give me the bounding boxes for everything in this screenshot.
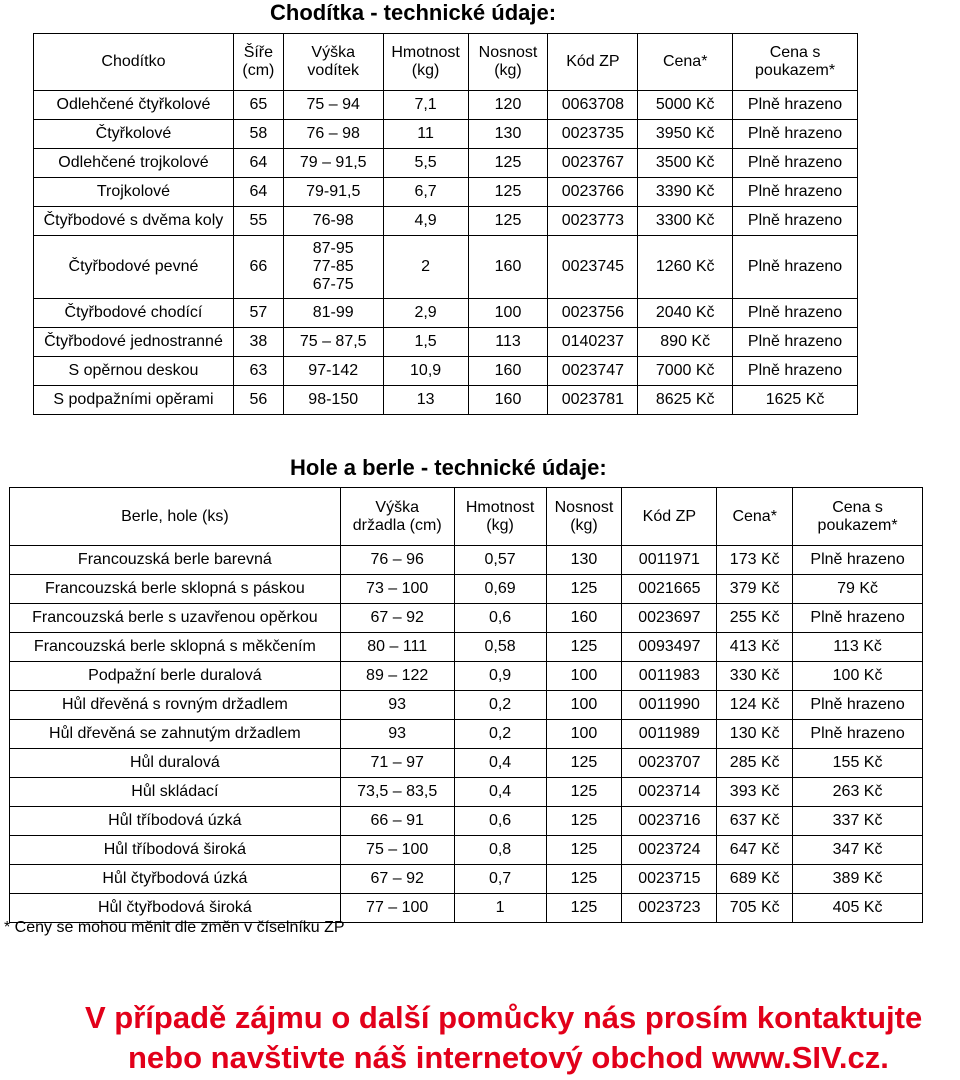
walkers-cell: 7000 Kč <box>638 357 733 386</box>
crutches-body <box>10 546 923 923</box>
walkers-cell: Čtyřbodové s dvěma koly <box>34 207 234 236</box>
crutches-cell: 0023715 <box>622 865 717 894</box>
crutches-cell: 0,6 <box>454 807 546 836</box>
crutches-cell: 125 <box>546 836 622 865</box>
walkers-cell: 76-98 <box>283 207 383 236</box>
walkers-cell: Plně hrazeno <box>733 236 858 299</box>
walkers-cell: 160 <box>468 236 548 299</box>
crutches-header-row <box>10 488 923 546</box>
walkers-cell: Plně hrazeno <box>733 120 858 149</box>
crutches-cell: 0023724 <box>622 836 717 865</box>
crutches-cell: 80 – 111 <box>340 633 454 662</box>
walkers-cell: 113 <box>468 328 548 357</box>
crutches-cell: 0,2 <box>454 691 546 720</box>
crutches-cell: 689 Kč <box>717 865 793 894</box>
table-row <box>10 575 923 604</box>
table-row <box>10 633 923 662</box>
crutches-cell: 263 Kč <box>793 778 923 807</box>
walkers-cell: Plně hrazeno <box>733 178 858 207</box>
crutches-header-cell: Cena s poukazem* <box>793 488 923 546</box>
walkers-cell: S podpažními opěrami <box>34 386 234 415</box>
walkers-cell: 1260 Kč <box>638 236 733 299</box>
walkers-cell: 130 <box>468 120 548 149</box>
walkers-cell: 0023766 <box>548 178 638 207</box>
crutches-cell: 125 <box>546 807 622 836</box>
crutches-cell: 125 <box>546 633 622 662</box>
walkers-cell: Plně hrazeno <box>733 328 858 357</box>
crutches-cell: 0023714 <box>622 778 717 807</box>
table-row <box>10 749 923 778</box>
crutches-cell: Francouzská berle sklopná s měkčením <box>10 633 341 662</box>
walkers-cell: 79 – 91,5 <box>283 149 383 178</box>
crutches-cell: 160 <box>546 604 622 633</box>
walkers-cell: Čtyřbodové jednostranné <box>34 328 234 357</box>
crutches-cell: 389 Kč <box>793 865 923 894</box>
crutches-title: Hole a berle - technické údaje: <box>290 455 607 480</box>
walkers-header-row <box>34 34 858 91</box>
crutches-cell: 0011983 <box>622 662 717 691</box>
walkers-cell: 76 – 98 <box>283 120 383 149</box>
table-row <box>10 836 923 865</box>
walkers-cell: 7,1 <box>383 91 468 120</box>
crutches-cell: Hůl čtyřbodová široká <box>10 894 341 923</box>
walkers-cell: 0140237 <box>548 328 638 357</box>
crutches-cell: Francouzská berle s uzavřenou opěrkou <box>10 604 341 633</box>
walkers-cell: 0023781 <box>548 386 638 415</box>
crutches-cell: 67 – 92 <box>340 865 454 894</box>
crutches-cell: 76 – 96 <box>340 546 454 575</box>
table-row <box>34 91 858 120</box>
crutches-cell: 347 Kč <box>793 836 923 865</box>
walkers-cell: 160 <box>468 357 548 386</box>
crutches-cell: 75 – 100 <box>340 836 454 865</box>
table-row <box>34 178 858 207</box>
walkers-cell: 58 <box>233 120 283 149</box>
crutches-header-cell: Berle, hole (ks) <box>10 488 341 546</box>
crutches-table <box>9 487 923 923</box>
crutches-cell: 0011990 <box>622 691 717 720</box>
table-row <box>34 207 858 236</box>
crutches-cell: 130 Kč <box>717 720 793 749</box>
crutches-cell: Hůl tříbodová úzká <box>10 807 341 836</box>
walkers-cell: 65 <box>233 91 283 120</box>
crutches-cell: 173 Kč <box>717 546 793 575</box>
walkers-cell: 5,5 <box>383 149 468 178</box>
table-row <box>34 236 858 299</box>
walkers-cell: 125 <box>468 149 548 178</box>
crutches-cell: 0023716 <box>622 807 717 836</box>
crutches-cell: 0,9 <box>454 662 546 691</box>
table-row <box>34 149 858 178</box>
table-row <box>10 691 923 720</box>
crutches-cell: 0,6 <box>454 604 546 633</box>
table-row <box>10 778 923 807</box>
walkers-cell: 87-95 77-85 67-75 <box>283 236 383 299</box>
crutches-cell: Francouzská berle sklopná s páskou <box>10 575 341 604</box>
crutches-cell: 337 Kč <box>793 807 923 836</box>
crutches-cell: Francouzská berle barevná <box>10 546 341 575</box>
walkers-cell: 5000 Kč <box>638 91 733 120</box>
crutches-cell: 100 <box>546 720 622 749</box>
crutches-cell: 100 Kč <box>793 662 923 691</box>
crutches-header-cell: Kód ZP <box>622 488 717 546</box>
walkers-cell: 2040 Kč <box>638 299 733 328</box>
walkers-cell: Trojkolové <box>34 178 234 207</box>
crutches-header-cell: Cena* <box>717 488 793 546</box>
crutches-cell: 125 <box>546 778 622 807</box>
crutches-cell: 0011989 <box>622 720 717 749</box>
crutches-cell: 130 <box>546 546 622 575</box>
walkers-cell: Čtyřbodové chodící <box>34 299 234 328</box>
crutches-cell: 125 <box>546 894 622 923</box>
crutches-cell: 71 – 97 <box>340 749 454 778</box>
walkers-cell: S opěrnou deskou <box>34 357 234 386</box>
crutches-cell: 255 Kč <box>717 604 793 633</box>
crutches-header-cell: Nosnost (kg) <box>546 488 622 546</box>
crutches-cell: 73,5 – 83,5 <box>340 778 454 807</box>
crutches-cell: 1 <box>454 894 546 923</box>
walkers-cell: 1,5 <box>383 328 468 357</box>
crutches-cell: Plně hrazeno <box>793 604 923 633</box>
walkers-cell: Plně hrazeno <box>733 299 858 328</box>
crutches-cell: 0093497 <box>622 633 717 662</box>
contact-cta-line-1: V případě zájmu o další pomůcky nás prosím kontaktujte <box>85 1000 923 1035</box>
crutches-cell: 0,7 <box>454 865 546 894</box>
crutches-header-cell: Hmotnost (kg) <box>454 488 546 546</box>
walkers-header-cell: Výška vodítek <box>283 34 383 91</box>
walkers-cell: 79-91,5 <box>283 178 383 207</box>
walkers-cell: Čtyřkolové <box>34 120 234 149</box>
table-row <box>10 807 923 836</box>
walkers-cell: Plně hrazeno <box>733 91 858 120</box>
walkers-cell: 890 Kč <box>638 328 733 357</box>
crutches-cell: 124 Kč <box>717 691 793 720</box>
walkers-cell: 98-150 <box>283 386 383 415</box>
walkers-cell: 97-142 <box>283 357 383 386</box>
crutches-cell: Plně hrazeno <box>793 546 923 575</box>
crutches-header <box>10 488 923 546</box>
crutches-cell: 0023697 <box>622 604 717 633</box>
crutches-cell: Podpažní berle duralová <box>10 662 341 691</box>
walkers-cell: 64 <box>233 149 283 178</box>
table-row <box>34 120 858 149</box>
walkers-cell: Plně hrazeno <box>733 207 858 236</box>
walkers-cell: 0063708 <box>548 91 638 120</box>
crutches-cell: 405 Kč <box>793 894 923 923</box>
crutches-cell: 0,69 <box>454 575 546 604</box>
table-row <box>34 328 858 357</box>
table-row <box>34 386 858 415</box>
walkers-cell: 0023747 <box>548 357 638 386</box>
crutches-cell: Plně hrazeno <box>793 691 923 720</box>
crutches-cell: 0,58 <box>454 633 546 662</box>
walkers-cell: 2,9 <box>383 299 468 328</box>
walkers-cell: 120 <box>468 91 548 120</box>
walkers-cell: 13 <box>383 386 468 415</box>
crutches-cell: 0,4 <box>454 749 546 778</box>
walkers-header <box>34 34 858 91</box>
crutches-cell: 93 <box>340 691 454 720</box>
table-row <box>10 604 923 633</box>
table-row <box>10 865 923 894</box>
walkers-title: Chodítka - technické údaje: <box>270 0 557 25</box>
walkers-cell: 55 <box>233 207 283 236</box>
walkers-header-cell: Nosnost (kg) <box>468 34 548 91</box>
walkers-cell: 75 – 87,5 <box>283 328 383 357</box>
walkers-cell: 0023773 <box>548 207 638 236</box>
walkers-cell: 38 <box>233 328 283 357</box>
walkers-header-cell: Kód ZP <box>548 34 638 91</box>
walkers-cell: 1625 Kč <box>733 386 858 415</box>
crutches-cell: 79 Kč <box>793 575 923 604</box>
walkers-cell: 8625 Kč <box>638 386 733 415</box>
crutches-cell: Hůl skládací <box>10 778 341 807</box>
walkers-cell: Plně hrazeno <box>733 149 858 178</box>
walkers-cell: Odlehčené trojkolové <box>34 149 234 178</box>
table-row <box>10 546 923 575</box>
crutches-cell: 125 <box>546 575 622 604</box>
crutches-cell: 113 Kč <box>793 633 923 662</box>
walkers-header-cell: Chodítko <box>34 34 234 91</box>
walkers-cell: 0023756 <box>548 299 638 328</box>
walkers-cell: 3390 Kč <box>638 178 733 207</box>
walkers-cell: 3300 Kč <box>638 207 733 236</box>
walkers-cell: 3500 Kč <box>638 149 733 178</box>
crutches-cell: 413 Kč <box>717 633 793 662</box>
walkers-header-cell: Šíře (cm) <box>233 34 283 91</box>
crutches-cell: Hůl tříbodová široká <box>10 836 341 865</box>
crutches-cell: 93 <box>340 720 454 749</box>
crutches-cell: 67 – 92 <box>340 604 454 633</box>
walkers-cell: 0023735 <box>548 120 638 149</box>
walkers-cell: 63 <box>233 357 283 386</box>
crutches-cell: 285 Kč <box>717 749 793 778</box>
walkers-cell: 64 <box>233 178 283 207</box>
walkers-cell: 125 <box>468 207 548 236</box>
walkers-cell: Odlehčené čtyřkolové <box>34 91 234 120</box>
walkers-cell: 125 <box>468 178 548 207</box>
walkers-cell: 6,7 <box>383 178 468 207</box>
table-row <box>10 720 923 749</box>
crutches-cell: Hůl dřevěná se zahnutým držadlem <box>10 720 341 749</box>
contact-cta-line-2: nebo navštivte náš internetový obchod www.SIV.cz. <box>128 1040 889 1075</box>
crutches-cell: Plně hrazeno <box>793 720 923 749</box>
walkers-cell: 4,9 <box>383 207 468 236</box>
walkers-table <box>33 33 858 415</box>
crutches-cell: 0,4 <box>454 778 546 807</box>
walkers-header-cell: Cena s poukazem* <box>733 34 858 91</box>
crutches-cell: 0,57 <box>454 546 546 575</box>
crutches-cell: 0023707 <box>622 749 717 778</box>
crutches-cell: Hůl čtyřbodová úzká <box>10 865 341 894</box>
crutches-cell: 0021665 <box>622 575 717 604</box>
walkers-cell: 2 <box>383 236 468 299</box>
walkers-cell: 0023745 <box>548 236 638 299</box>
table-row <box>34 357 858 386</box>
crutches-cell: 125 <box>546 749 622 778</box>
walkers-header-cell: Cena* <box>638 34 733 91</box>
crutches-cell: 100 <box>546 662 622 691</box>
crutches-cell: 705 Kč <box>717 894 793 923</box>
walkers-body <box>34 91 858 415</box>
crutches-cell: 330 Kč <box>717 662 793 691</box>
walkers-cell: 11 <box>383 120 468 149</box>
crutches-cell: 125 <box>546 865 622 894</box>
walkers-cell: 3950 Kč <box>638 120 733 149</box>
crutches-cell: 647 Kč <box>717 836 793 865</box>
crutches-cell: 637 Kč <box>717 807 793 836</box>
crutches-header-cell: Výška držadla (cm) <box>340 488 454 546</box>
crutches-cell: 66 – 91 <box>340 807 454 836</box>
price-note: * Ceny se mohou měnit dle změn v číselníku ZP <box>4 919 345 936</box>
table-row <box>34 299 858 328</box>
crutches-cell: 0011971 <box>622 546 717 575</box>
walkers-cell: Plně hrazeno <box>733 357 858 386</box>
walkers-cell: 57 <box>233 299 283 328</box>
crutches-cell: 89 – 122 <box>340 662 454 691</box>
crutches-cell: 77 – 100 <box>340 894 454 923</box>
crutches-cell: Hůl duralová <box>10 749 341 778</box>
crutches-cell: 0,2 <box>454 720 546 749</box>
crutches-cell: 393 Kč <box>717 778 793 807</box>
walkers-cell: 0023767 <box>548 149 638 178</box>
crutches-cell: 155 Kč <box>793 749 923 778</box>
crutches-cell: 0023723 <box>622 894 717 923</box>
walkers-cell: 66 <box>233 236 283 299</box>
walkers-cell: 100 <box>468 299 548 328</box>
crutches-cell: 0,8 <box>454 836 546 865</box>
crutches-cell: Hůl dřevěná s rovným držadlem <box>10 691 341 720</box>
walkers-cell: 81-99 <box>283 299 383 328</box>
walkers-header-cell: Hmotnost (kg) <box>383 34 468 91</box>
crutches-cell: 100 <box>546 691 622 720</box>
walkers-cell: 160 <box>468 386 548 415</box>
walkers-cell: 75 – 94 <box>283 91 383 120</box>
table-row <box>10 662 923 691</box>
crutches-cell: 379 Kč <box>717 575 793 604</box>
walkers-cell: Čtyřbodové pevné <box>34 236 234 299</box>
crutches-cell: 73 – 100 <box>340 575 454 604</box>
walkers-cell: 10,9 <box>383 357 468 386</box>
walkers-cell: 56 <box>233 386 283 415</box>
